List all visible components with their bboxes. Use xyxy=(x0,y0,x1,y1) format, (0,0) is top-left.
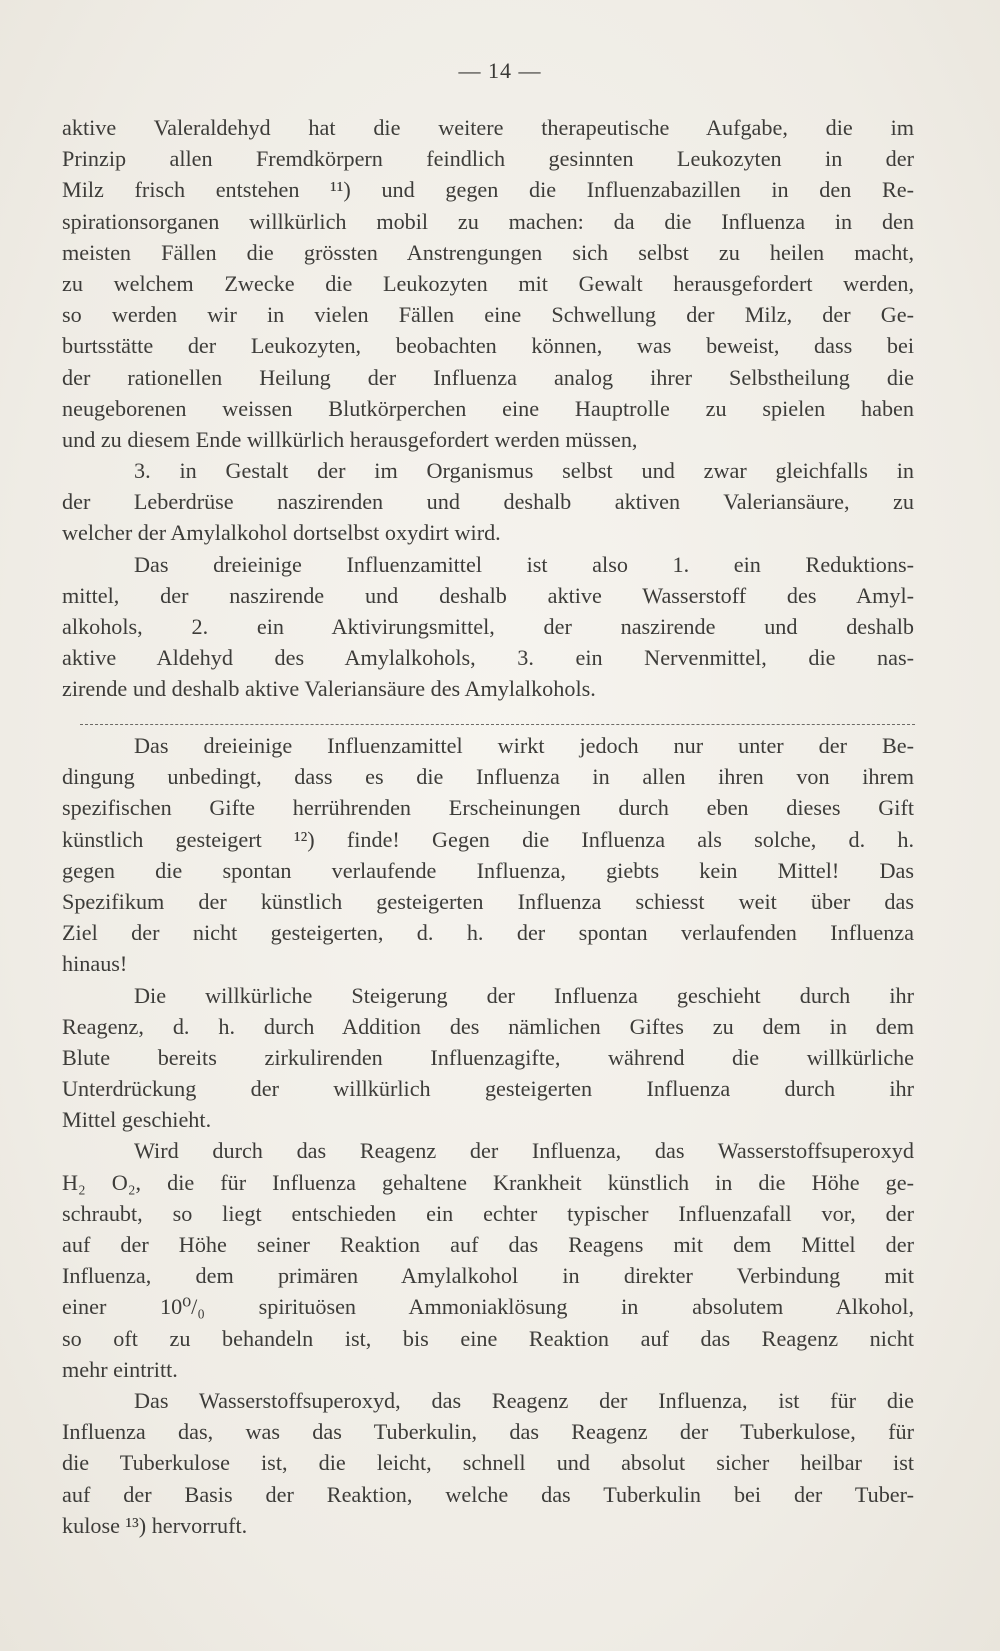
text-line: Unterdrückung der willkürlich gesteigerten Influenza durch ihr xyxy=(62,1076,914,1102)
text-block-bottom xyxy=(62,730,914,1541)
text-line: welcher der Amylalkohol dortselbst oxydirt wird. xyxy=(62,520,501,546)
text-line: und zu diesem Ende willkürlich herausgefordert werden müssen, xyxy=(62,426,638,452)
text-line: zu welchem Zwecke die Leukozyten mit Gewalt herausgefordert werden, xyxy=(62,270,914,296)
text-line: der Leberdrüse naszirenden und deshalb aktiven Valeriansäure, zu xyxy=(62,489,914,515)
text-line: die Tuberkulose ist, die leicht, schnell und absolut sicher heilbar ist xyxy=(62,1450,914,1476)
text-line: hinaus! xyxy=(62,951,128,977)
text-line: dingung unbedingt, dass es die Influenza in allen ihren von ihrem xyxy=(62,764,914,790)
text-line: aktive Valeraldehyd hat die weitere therapeutische Aufgabe, die im xyxy=(62,115,914,140)
text-line: 3. in Gestalt der im Organismus selbst und zwar gleichfalls in xyxy=(134,458,914,484)
text-line: spirationsorganen willkürlich mobil zu machen: da die Influenza in den xyxy=(62,208,914,234)
text-line: alkohols, 2. ein Aktivirungsmittel, der naszirende und deshalb xyxy=(62,614,914,639)
text-line: Prinzip allen Fremdkörpern feindlich gesinnten Leukozyten in der xyxy=(62,146,914,172)
page-number: — 14 — xyxy=(458,58,542,83)
text-line: neugeborenen weissen Blutkörperchen eine Hauptrolle zu spielen haben xyxy=(62,395,914,421)
text-line: gegen die spontan verlaufende Influenza, giebts kein Mittel! Das xyxy=(62,857,914,883)
text-line: Die willkürliche Steigerung der Influenza geschieht durch ihr xyxy=(134,982,914,1008)
text-line: so werden wir in vielen Fällen eine Schwellung der Milz, der Ge- xyxy=(62,302,914,328)
text-line: H₂ O₂, die für Influenza gehaltene Krankheit künstlich in die Höhe ge- xyxy=(62,1169,914,1195)
text-line: Influenza, dem primären Amylalkohol in direkter Verbindung mit xyxy=(62,1263,914,1289)
text-line: Das dreieinige Influenzamittel ist also 1. ein Reduktions- xyxy=(134,551,914,577)
text-line: der rationellen Heilung der Influenza analog ihrer Selbstheilung die xyxy=(62,364,914,390)
dashed-separator xyxy=(80,724,915,725)
text-line: auf der Basis der Reaktion, welche das Tuberkulin bei der Tuber- xyxy=(62,1481,914,1507)
text-line: Milz frisch entstehen ¹¹) und gegen die Influenzabazillen in den Re- xyxy=(62,177,914,203)
text-line: einer 10⁰/₀ spirituösen Ammoniaklösung in absolutem Alkohol, xyxy=(62,1294,914,1320)
text-line: mehr eintritt. xyxy=(62,1356,178,1382)
text-line: zirende und deshalb aktive Valeriansäure des Amylalkohols. xyxy=(62,676,596,702)
text-line: Reagenz, d. h. durch Addition des nämlichen Giftes zu dem in dem xyxy=(62,1013,914,1039)
text-line: Wird durch das Reagenz der Influenza, das Wasserstoffsuperoxyd xyxy=(134,1138,914,1164)
text-line: mittel, der naszirende und deshalb aktive Wasserstoff des Amyl- xyxy=(62,582,914,608)
text-line: Influenza das, was das Tuberkulin, das Reagenz der Tuberkulose, für xyxy=(62,1419,914,1445)
text-line: Blute bereits zirkulirenden Influenzagifte, während die willkürliche xyxy=(62,1044,914,1070)
text-line: schraubt, so liegt entschieden ein echter typischer Influenzafall vor, der xyxy=(62,1200,914,1226)
text-line: künstlich gesteigert ¹²) finde! Gegen die Influenza als solche, d. h. xyxy=(62,826,914,852)
text-line: Ziel der nicht gesteigerten, d. h. der spontan verlaufenden Influenza xyxy=(62,920,914,946)
text-line: burtsstätte der Leukozyten, beobachten können, was beweist, dass bei xyxy=(62,333,914,359)
text-line: kulose ¹³) hervorruft. xyxy=(62,1512,248,1538)
text-line: spezifischen Gifte herrührenden Erscheinungen durch eben dieses Gift xyxy=(62,795,914,821)
text-line: Spezifikum der künstlich gesteigerten Influenza schiesst weit über das xyxy=(62,888,914,914)
text-line: Mittel geschieht. xyxy=(62,1107,212,1133)
text-block-top xyxy=(62,112,914,705)
text-line: meisten Fällen die grössten Anstrengungen sich selbst zu heilen macht, xyxy=(62,239,914,265)
text-line: Das Wasserstoffsuperoxyd, das Reagenz der Influenza, ist für die xyxy=(134,1387,914,1413)
text-line: auf der Höhe seiner Reaktion auf das Reagens mit dem Mittel der xyxy=(62,1232,914,1257)
text-line: Das dreieinige Influenzamittel wirkt jedoch nur unter der Be- xyxy=(134,733,914,758)
text-line: so oft zu behandeln ist, bis eine Reaktion auf das Reagenz nicht xyxy=(62,1325,914,1351)
text-line: aktive Aldehyd des Amylalkohols, 3. ein Nervenmittel, die nas- xyxy=(62,645,914,671)
